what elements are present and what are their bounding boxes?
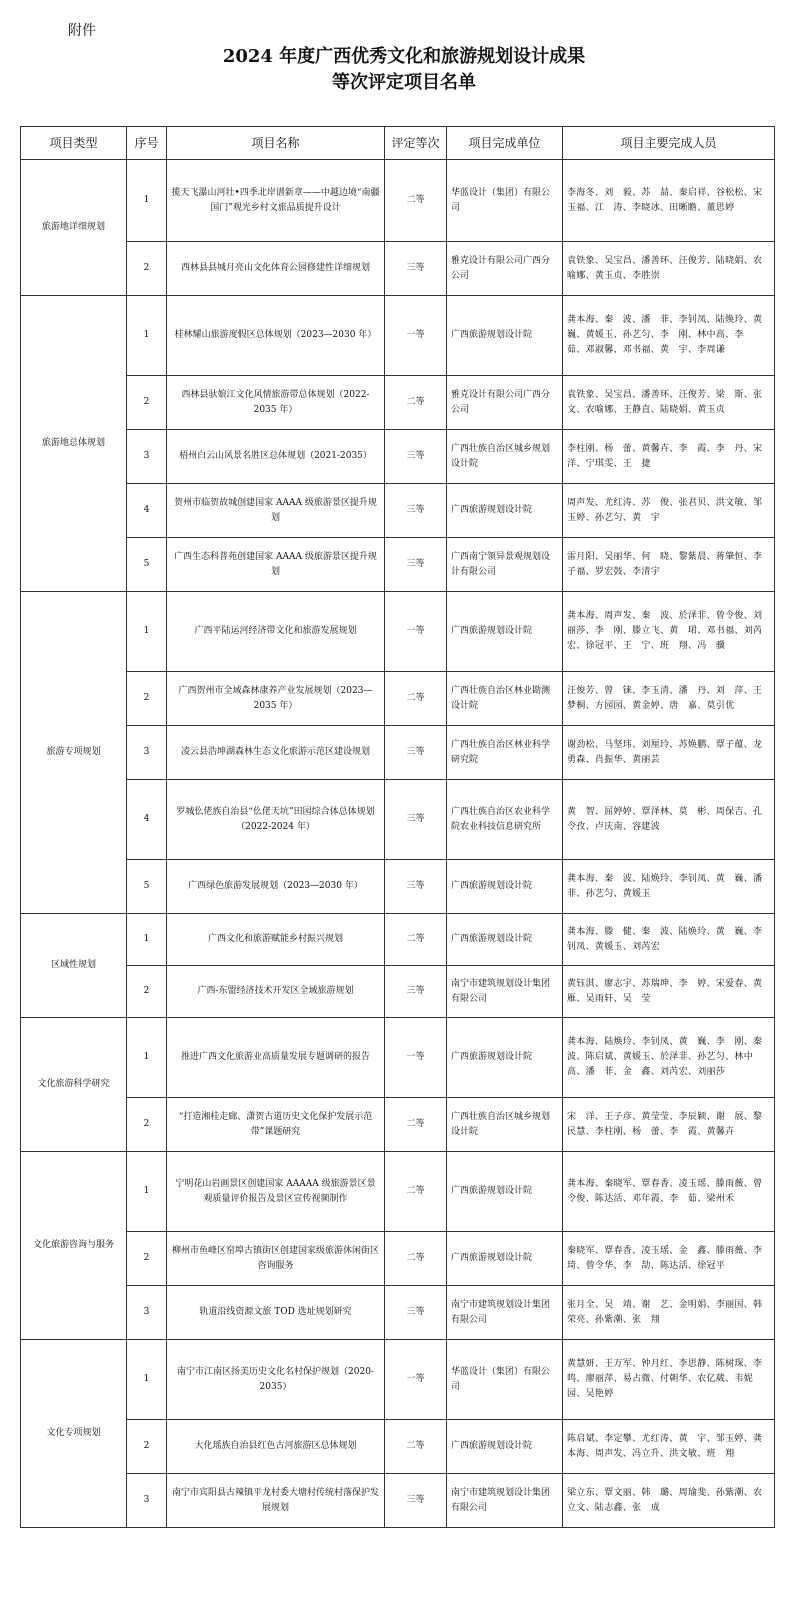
seq-cell: 1 [127,1018,167,1098]
header-type: 项目类型 [21,127,127,160]
unit-cell: 雅克设计有限公司广西分公司 [447,242,563,296]
category-cell: 旅游专项规划 [21,592,127,914]
project-name-cell: 柳州市鱼峰区窑埠古镇街区创建国家级旅游休闲街区咨询服务 [167,1232,385,1286]
document-title: 2024 年度广西优秀文化和旅游规划设计成果 [222,46,586,67]
project-name-cell: 罗城仫佬族自治县“仫佬天坑”田园综合体总体规划（2022-2024 年） [167,780,385,860]
table-row [21,914,775,966]
category-cell: 文化旅游科学研究 [21,1018,127,1152]
header-people: 项目主要完成人员 [563,127,775,160]
table-row [21,1232,775,1286]
seq-cell: 4 [127,484,167,538]
seq-cell: 2 [127,672,167,726]
grade-cell: 二等 [385,1420,447,1474]
table-row [21,1474,775,1528]
unit-cell: 广西旅游规划设计院 [447,1232,563,1286]
seq-cell: 5 [127,538,167,592]
people-cell: 龚本海、陆焕玲、李钊凤、黄 巍、李 刚、秦 波、陈启斌、黄媛玉、於泽非、孙艺匀、林中高、潘 菲、金 鑫、刘芮宏、刘丽莎 [563,1018,775,1098]
table-row [21,780,775,860]
people-cell: 汪俊芳、曾 铼、李玉清、潘 丹、刘 萍、王梦桐、方园园、黄金婷、唐 嘉、莫引优 [563,672,775,726]
unit-cell: 南宁市建筑规划设计集团有限公司 [447,1286,563,1340]
project-name-cell: 广西-东盟经济技术开发区全域旅游规划 [167,966,385,1018]
unit-cell: 雅克设计有限公司广西分公司 [447,376,563,430]
project-name-cell: 西林县驮娘江文化风情旅游带总体规划（2022-2035 年） [167,376,385,430]
category-cell: 文化旅游咨询与服务 [21,1152,127,1340]
grade-cell: 一等 [385,1018,447,1098]
people-cell: 龚本海、滕 健、秦 波、陆焕玲、黄 巍、李钊凤、黄媛玉、刘芮宏 [563,914,775,966]
grade-cell: 一等 [385,296,447,376]
document-subtitle: 等次评定项目名单 [332,72,476,93]
seq-cell: 5 [127,860,167,914]
table-row [21,672,775,726]
seq-cell: 3 [127,430,167,484]
people-cell: 梁立东、覃文丽、韩 璐、周瑜斐、孙紫潮、农立文、陆志鑫、张 成 [563,1474,775,1528]
people-cell: 陈启斌、李定攀、尤红涛、黄 宇、邹玉婷、龚本海、周声发、冯立升、洪文敏、班 翔 [563,1420,775,1474]
people-cell: 秦晓军、覃春香、凌玉瑶、金 鑫、滕雨薇、李 琦、曾令华、李 劼、陈达活、徐冠平 [563,1232,775,1286]
people-cell: 黄慧妍、王万军、钟月红、李思静、陈树琛、李 鸣、廖丽萍、易占微、付朝华、农亿葳、韦妮园、吴艳婷 [563,1340,775,1420]
seq-cell: 2 [127,242,167,296]
grade-cell: 二等 [385,672,447,726]
unit-cell: 南宁市建筑规划设计集团有限公司 [447,966,563,1018]
table-row [21,538,775,592]
seq-cell: 3 [127,726,167,780]
grade-cell: 三等 [385,860,447,914]
table-row [21,966,775,1018]
table-row [21,592,775,672]
grade-cell: 三等 [385,242,447,296]
table-row [21,726,775,780]
people-cell: 周声发、尤红涛、苏 俊、张君贝、洪文敏、邹玉婷、孙艺匀、黄 宇 [563,484,775,538]
grade-cell: 三等 [385,1474,447,1528]
grade-cell: 一等 [385,592,447,672]
unit-cell: 华蓝设计（集团）有限公司 [447,1340,563,1420]
category-cell: 旅游地详细规划 [21,160,127,296]
grade-cell: 二等 [385,376,447,430]
people-cell: 黄 智、屈婷婷、覃泽林、莫 彬、周保吉、孔令孜、卢庆南、容建波 [563,780,775,860]
project-name-cell: 轨道沿线资源文旅 TOD 选址规划研究 [167,1286,385,1340]
people-cell: 谢劲松、马坚玮、刘厘玲、苏焕鹏、覃子蕴、龙勇森、肖振华、黄丽芸 [563,726,775,780]
project-name-cell: 广西贺州市全域森林康养产业发展规划（2023—2035 年） [167,672,385,726]
project-name-cell: 桂林耀山旅游度假区总体规划（2023—2030 年） [167,296,385,376]
table-row [21,160,775,242]
grade-cell: 二等 [385,1152,447,1232]
grade-cell: 二等 [385,160,447,242]
grade-cell: 三等 [385,538,447,592]
project-name-cell: 揽天飞瀑山河壮•四季北岸谱新章——中越边境“南疆国门”观光乡村文旅品质提升设计 [167,160,385,242]
grade-cell: 三等 [385,780,447,860]
table-row [21,1340,775,1420]
unit-cell: 广西壮族自治区城乡规划设计院 [447,430,563,484]
people-cell: 黄钰淇、廖志宇、苏瑞坤、李 婷、宋爱春、黄 雁、吴雨轩、吴 莹 [563,966,775,1018]
seq-cell: 3 [127,1474,167,1528]
people-cell: 袁铁象、吴宝昌、潘善环、汪俊芳、陆晓娟、农喻娜、黄玉贞、李胜崇 [563,242,775,296]
grade-cell: 三等 [385,430,447,484]
seq-cell: 1 [127,914,167,966]
project-name-cell: 南宁市宾阳县古辣镇平龙村委大塘村传统村落保护发展规划 [167,1474,385,1528]
unit-cell: 广西旅游规划设计院 [447,592,563,672]
category-cell: 区域性规划 [21,914,127,1018]
project-name-cell: 广西平陆运河经济带文化和旅游发展规划 [167,592,385,672]
header-grade: 评定等次 [385,127,447,160]
seq-cell: 2 [127,1232,167,1286]
project-name-cell: 大化瑶族自治县红色古河旅游区总体规划 [167,1420,385,1474]
table-row [21,1286,775,1340]
table-header-row [21,127,775,160]
seq-cell: 2 [127,1420,167,1474]
unit-cell: 广西壮族自治区林业勘测设计院 [447,672,563,726]
unit-cell: 广西壮族自治区城乡规划设计院 [447,1098,563,1152]
people-cell: 李海冬、刘 毅、苏 喆、秦启祥、谷松松、宋玉福、江 涛、李晓冰、田晰瞻、董思婷 [563,160,775,242]
seq-cell: 1 [127,160,167,242]
grade-cell: 二等 [385,914,447,966]
people-cell: 雷月阳、吴丽华、何 晓、黎紫晨、蒋肇恒、李子福、罗宏鼓、李清宇 [563,538,775,592]
project-name-cell: 宁明花山岩画景区创建国家 AAAAA 级旅游景区景观质量评价报告及景区宣传视频制作 [167,1152,385,1232]
seq-cell: 2 [127,376,167,430]
table-row [21,242,775,296]
table-row [21,860,775,914]
project-name-cell: “打造湘桂走廊、潇贺古道历史文化保护发展示范带”课题研究 [167,1098,385,1152]
header-unit: 项目完成单位 [447,127,563,160]
table-row [21,376,775,430]
table-row [21,484,775,538]
table-row [21,1152,775,1232]
grade-cell: 三等 [385,1286,447,1340]
project-name-cell: 广西生态科普苑创建国家 AAAA 级旅游景区提升规划 [167,538,385,592]
people-cell: 张月全、吴 靖、谢 艺、金明娟、李丽国、韩荣亮、孙紫潮、张 翔 [563,1286,775,1340]
project-name-cell: 广西绿色旅游发展规划（2023—2030 年） [167,860,385,914]
header-name: 项目名称 [167,127,385,160]
table-row [21,1420,775,1474]
unit-cell: 广西旅游规划设计院 [447,1420,563,1474]
seq-cell: 1 [127,1340,167,1420]
category-cell: 旅游地总体规划 [21,296,127,592]
seq-cell: 2 [127,1098,167,1152]
seq-cell: 1 [127,296,167,376]
grade-cell: 一等 [385,1340,447,1420]
table-row [21,296,775,376]
seq-cell: 1 [127,592,167,672]
people-cell: 龚本海、秦 波、潘 菲、李钊凤、陆焕玲、黄 巍、黄媛玉、孙艺匀、李 刚、林中高、李 茹、邓淑馨、邓书福、黄 宇、李周谦 [563,296,775,376]
project-name-cell: 贺州市临贺故城创建国家 AAAA 级旅游景区提升规划 [167,484,385,538]
people-cell: 宋 洋、王子彦、黄莹莹、李辰颖、谢 展、黎民慧、李柱刚、杨 蕾、李 霞、黄馨卉 [563,1098,775,1152]
seq-cell: 4 [127,780,167,860]
grade-cell: 三等 [385,726,447,780]
grade-cell: 二等 [385,1232,447,1286]
grade-cell: 三等 [385,966,447,1018]
project-name-cell: 凌云县浩坤湖森林生态文化旅游示范区建设规划 [167,726,385,780]
project-list-table [20,126,775,1528]
grade-cell: 二等 [385,1098,447,1152]
project-name-cell: 西林县县城月亮山文化体育公园修建性详细规划 [167,242,385,296]
table-row [21,1018,775,1098]
unit-cell: 广西旅游规划设计院 [447,914,563,966]
seq-cell: 2 [127,966,167,1018]
project-name-cell: 南宁市江南区扬美历史文化名村保护规划（2020-2035） [167,1340,385,1420]
people-cell: 李柱刚、杨 蕾、黄馨卉、李 霞、李 丹、宋 洋、宁琪雯、王 捷 [563,430,775,484]
unit-cell: 广西壮族自治区农业科学院农业科技信息研究所 [447,780,563,860]
unit-cell: 广西旅游规划设计院 [447,860,563,914]
seq-cell: 3 [127,1286,167,1340]
attachment-label: 附件 [68,23,96,39]
project-name-cell: 广西文化和旅游赋能乡村振兴规划 [167,914,385,966]
unit-cell: 华蓝设计（集团）有限公司 [447,160,563,242]
table-row [21,430,775,484]
people-cell: 龚本海、周声发、秦 波、於泽非、曾令俊、刘丽莎、李 刚、滕立飞、黄 珺、邓书福、刘芮宏、徐冠平、王 宁、班 翔、冯 骥 [563,592,775,672]
people-cell: 龚本海、秦 波、陆焕玲、李钊凤、黄 巍、潘 菲、孙艺匀、黄媛玉 [563,860,775,914]
category-cell: 文化专项规划 [21,1340,127,1528]
unit-cell: 广西南宁领异景观规划设计有限公司 [447,538,563,592]
unit-cell: 广西旅游规划设计院 [447,1152,563,1232]
seq-cell: 1 [127,1152,167,1232]
people-cell: 龚本海、秦晓军、覃春香、凌玉瑶、滕雨薇、曾令俊、陈达活、邓年霞、李 茹、梁州禾 [563,1152,775,1232]
unit-cell: 南宁市建筑规划设计集团有限公司 [447,1474,563,1528]
project-name-cell: 梧州白云山风景名胜区总体规划（2021-2035） [167,430,385,484]
unit-cell: 广西旅游规划设计院 [447,1018,563,1098]
unit-cell: 广西旅游规划设计院 [447,296,563,376]
unit-cell: 广西壮族自治区林业科学研究院 [447,726,563,780]
project-name-cell: 推进广西文化旅游业高质量发展专题调研的报告 [167,1018,385,1098]
table-row [21,1098,775,1152]
people-cell: 袁铁象、吴宝昌、潘善环、汪俊芳、梁 斯、张 文、农喻娜、王静直、陆晓娟、黄玉贞 [563,376,775,430]
header-seq: 序号 [127,127,167,160]
grade-cell: 三等 [385,484,447,538]
unit-cell: 广西旅游规划设计院 [447,484,563,538]
